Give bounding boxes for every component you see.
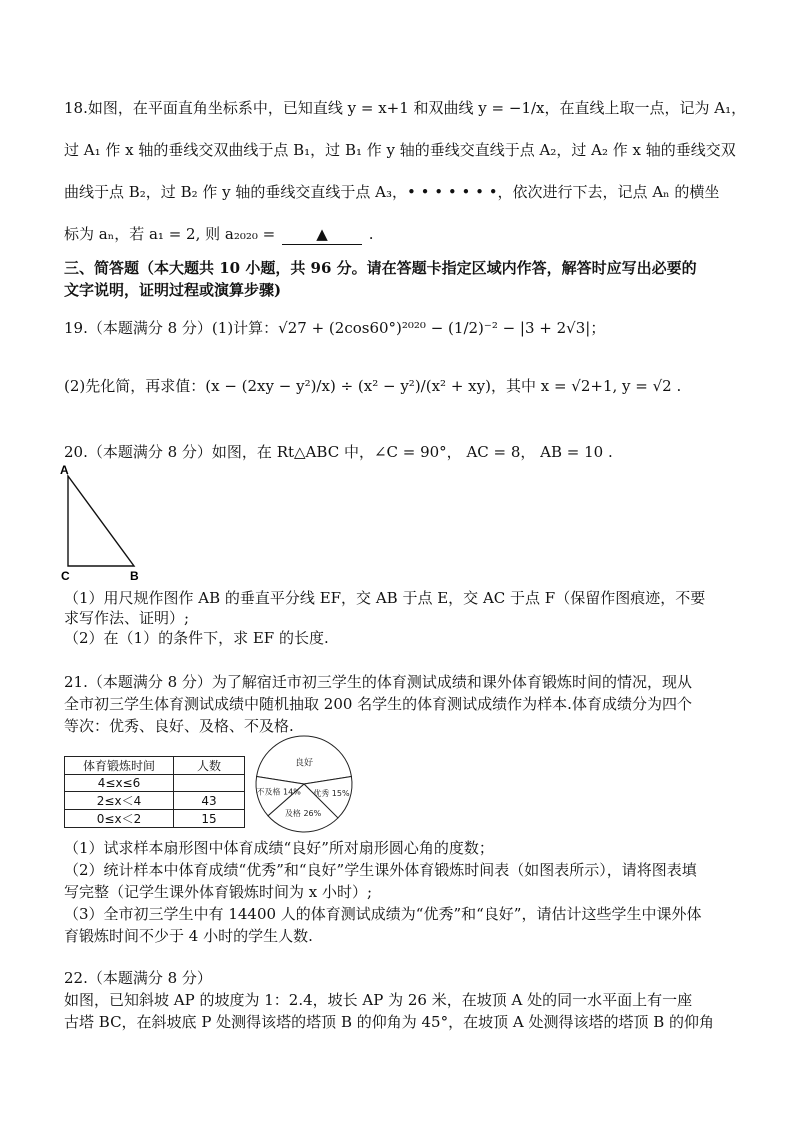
q22-line-2: 如图，已知斜坡 AP 的坡度为 1：2.4，坡长 AP 为 26 米，在坡顶 A 处的同一水平面上有一座 <box>64 991 693 1009</box>
pie-slice-label: 及格 26% <box>284 808 322 818</box>
q22-heading: 22.（本题满分 8 分） <box>64 969 212 987</box>
q20-stem: 20.（本题满分 8 分）如图，在 Rt△ABC 中，∠C = 90°， AC = 8， AB = 10 . <box>64 443 613 461</box>
q20-part2: （2）在（1）的条件下，求 EF 的长度. <box>64 629 329 647</box>
q19-part2: (2)先化简，再求值：(x − (2xy − y²)/x) ÷ (x² − y²)/(x² + xy)，其中 x = √2+1, y = √2 . <box>64 377 682 395</box>
q21-part3-line-1: （3）全市初三学生中有 14400 人的体育测试成绩为“优秀”和“良好”，请估计这些学生中课外体 <box>64 905 702 923</box>
table-row <box>65 792 245 810</box>
q21-part3-line-2: 育锻炼时间不少于 4 小时的学生人数. <box>64 927 313 945</box>
table-header-row <box>65 757 245 775</box>
q21-part2-line-1: （2）统计样本中体育成绩“优秀”和“良好”学生课外体育锻炼时间表（如图表所示），请将图表填 <box>64 861 697 879</box>
q19-part1: 19.（本题满分 8 分）(1)计算：√27 + (2cos60°)²⁰²⁰ − (1/2)⁻² − |3 + 2√3|； <box>64 319 606 337</box>
table-cell: 0≤x＜2 <box>65 810 174 828</box>
q21-part1: （1）试求样本扇形图中体育成绩“良好”所对扇形圆心角的度数； <box>64 839 494 857</box>
q21-part2-line-2: 写完整（记学生课外体育锻炼时间为 x 小时）; <box>64 883 373 901</box>
table-header: 人数 <box>174 757 245 775</box>
table-cell: 15 <box>174 810 245 828</box>
q21-line-3: 等次：优秀、良好、及格、不及格. <box>64 717 294 735</box>
q21-exercise-table <box>64 756 245 828</box>
section3-heading-line-1: 三、简答题（本大题共 10 小题，共 96 分。请在答题卡指定区域内作答，解答时应写出必要的 <box>64 259 697 277</box>
table-cell: 4≤x≤6 <box>65 775 174 792</box>
q18-answer-blank: ▲ <box>282 224 362 245</box>
table-cell <box>174 775 245 792</box>
q18-line-2: 过 A₁ 作 x 轴的垂线交双曲线于点 B₁，过 B₁ 作 y 轴的垂线交直线于点 A₂，过 A₂ 作 x 轴的垂线交双 <box>64 141 736 159</box>
q20-part1-line-2: 求写作法、证明）; <box>64 609 190 627</box>
q18-line-3: 曲线于点 B₂，过 B₂ 作 y 轴的垂线交直线于点 A₃，• • • • • • •，依次进行下去，记点 Aₙ 的横坐 <box>64 183 720 201</box>
q21-line-1: 21.（本题满分 8 分）为了解宿迁市初三学生的体育测试成绩和课外体育锻炼时间的情况，现从 <box>64 673 692 691</box>
table-cell: 2≤x＜4 <box>65 792 174 810</box>
section3-heading-line-2: 文字说明，证明过程或演算步骤) <box>64 281 282 299</box>
q22-line-3: 古塔 BC，在斜坡底 P 处测得该塔的塔顶 B 的仰角为 45°，在坡顶 A 处测得该塔的塔顶 B 的仰角 <box>64 1013 715 1031</box>
label-a: A <box>60 463 69 477</box>
table-cell: 43 <box>174 792 245 810</box>
q21-line-2: 全市初三学生体育测试成绩中随机抽取 200 名学生的体育测试成绩作为样本.体育成绩分为四个 <box>64 695 692 713</box>
q20-triangle-figure <box>58 462 158 584</box>
pie-slice-label: 不及格 14% <box>256 787 301 797</box>
q18-answer-prompt: 标为 aₙ，若 a₁ = 2, 则 a₂₀₂₀ = <box>64 225 276 243</box>
table-row <box>65 775 245 792</box>
label-b: B <box>130 569 139 583</box>
table-row <box>65 810 245 828</box>
q18-answer-end: . <box>368 225 374 243</box>
label-c: C <box>61 569 70 583</box>
table-header: 体育锻炼时间 <box>65 757 174 775</box>
q21-pie-chart <box>252 732 356 836</box>
q18-line-4 <box>64 224 374 245</box>
triangle-abc <box>68 476 134 566</box>
pie-slice-label: 良好 <box>294 758 314 769</box>
pie-slice-label: 优秀 15% <box>313 788 350 798</box>
q18-line-1: 18.如图，在平面直角坐标系中，已知直线 y = x+1 和双曲线 y = −1/x，在直线上取一点，记为 A₁， <box>64 99 747 117</box>
q20-part1-line-1: （1）用尺规作图作 AB 的垂直平分线 EF，交 AB 于点 E，交 AC 于点 F（保留作图痕迹，不要 <box>64 589 706 607</box>
